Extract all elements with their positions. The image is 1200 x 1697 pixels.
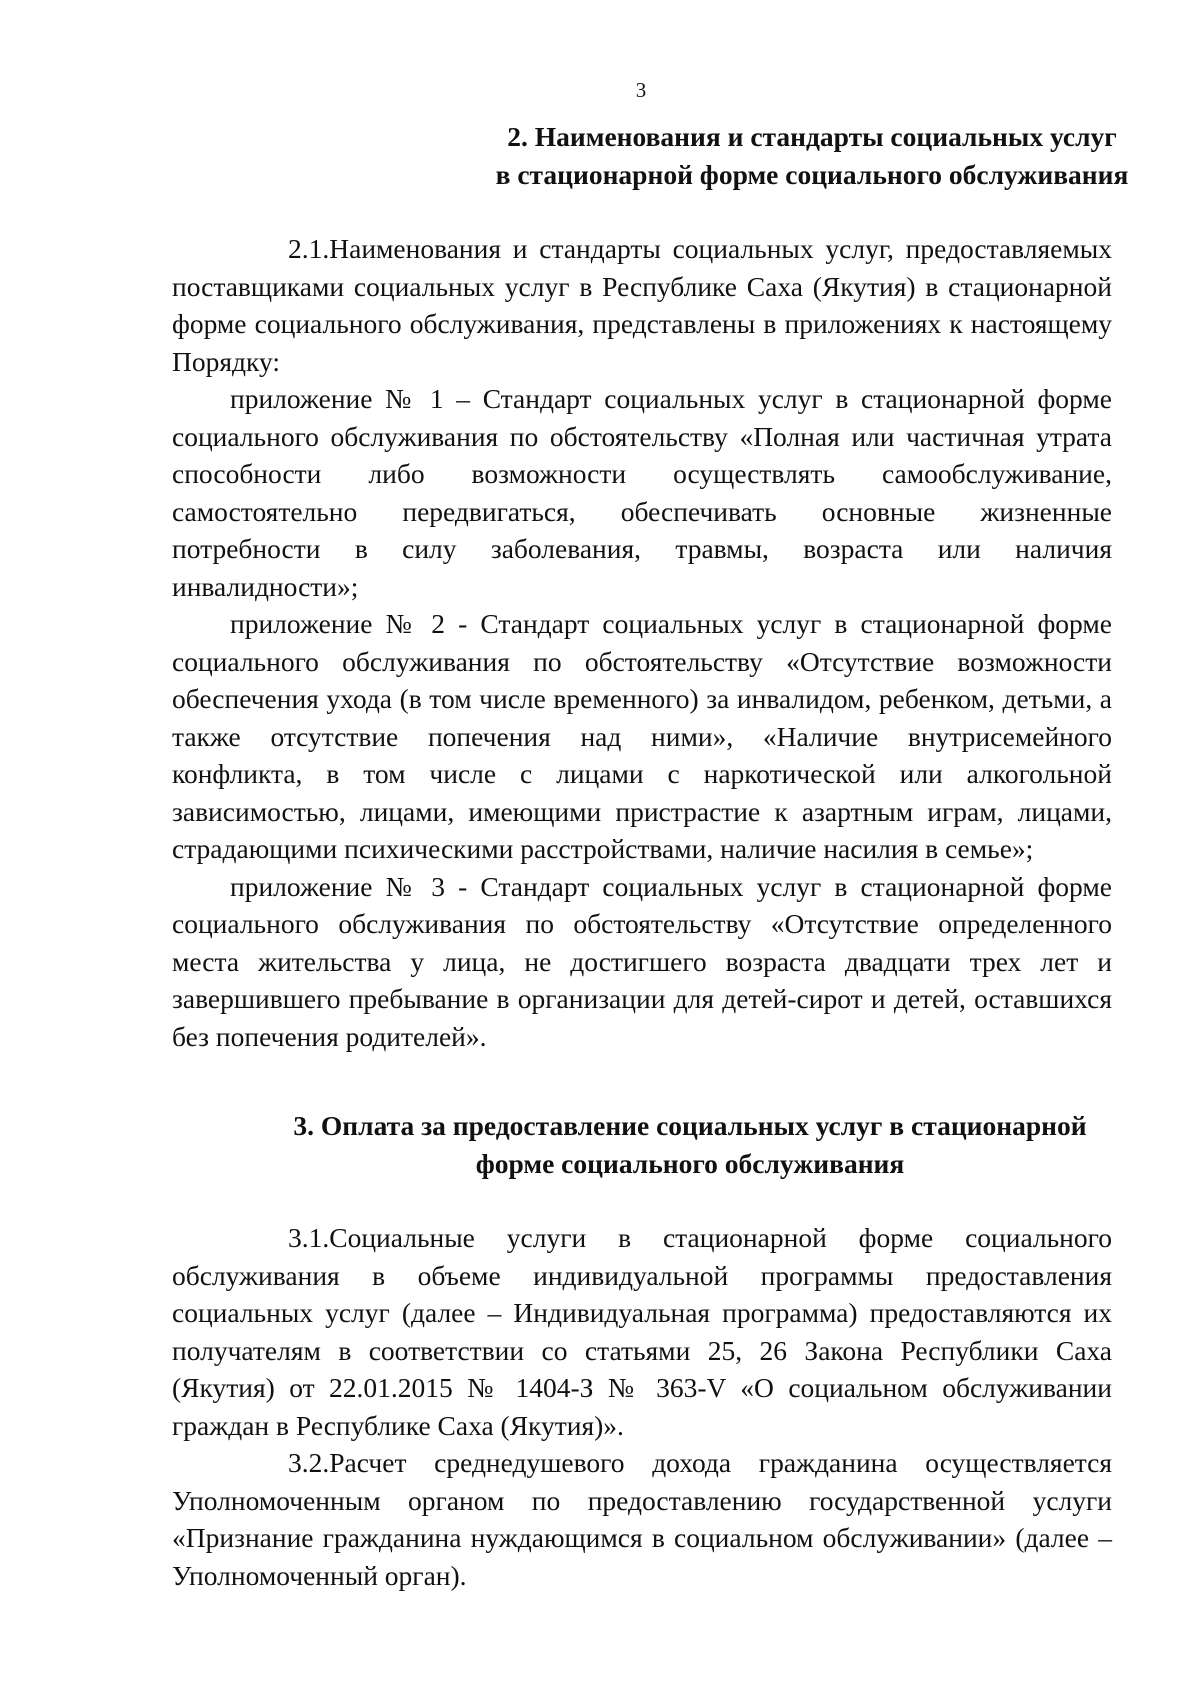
paragraph-3-1-text: Социальные услуги в стационарной форме социального обслуживания в объеме индивидуальной программы предоставления социальных услуг (далее – Индивидуальная программа) предоставляются их получателям в соответствии со статьями 25, 26 Закона Республики Саха (Якутия) от 22.01.2015 № 1404-З № 363-V «О социальном обслуживании граждан в Республике Саха (Якутия)». (172, 1222, 1112, 1441)
paragraph-3-2-text: Расчет среднедушевого дохода гражданина осуществляется Уполномоченным органом по предоставлению государственной услуги «Признание гражданина нуждающимся в социальном обслуживании» (далее – Уполномоченный орган). (172, 1447, 1112, 1591)
section-3-heading (220, 1107, 1160, 1182)
paragraph-3-2-number: 3.2. (288, 1447, 330, 1478)
section-3-heading-line-1: 3. Оплата за предоставление социальных услуг в стационарной (293, 1110, 1087, 1141)
section-2-heading-line-1: 2. Наименования и стандарты социальных услуг (507, 121, 1117, 152)
paragraph-2-1-text: Наименования и стандарты социальных услуг, предоставляемых поставщиками социальных услуг в Республике Саха (Якутия) в стационарной форме социального обслуживания, представлены в приложениях к настоящему Порядку: (172, 233, 1112, 377)
paragraph-2-1 (172, 230, 1112, 380)
section-3-heading-line-2: форме социального обслуживания (475, 1147, 905, 1179)
paragraph-3-1-number: 3.1. (288, 1222, 330, 1253)
appendix-2-paragraph: приложение № 2 - Стандарт социальных услуг в стационарной форме социального обслуживания по обстоятельству «Отсутствие возможности обеспечения ухода (в том числе временного) за инвалидом, ребенком, детьми, а также отсутствие попечения над ними», «Наличие внутрисемейного конфликта, в том числе с лицами с наркотической или алкогольной зависимостью, лицами, имеющими пристрастие к азартным играм, лицами, страдающими психическими расстройствами, наличие насилия в семье»; (172, 608, 1112, 864)
section-2-heading (332, 118, 1200, 193)
paragraph-2-1-number: 2.1. (288, 233, 330, 264)
appendix-3-paragraph: приложение № 3 - Стандарт социальных услуг в стационарной форме социального обслуживания по обстоятельству «Отсутствие определенного места жительства у лица, не достигшего возраста двадцати трех лет и завершившего пребывание в организации для детей-сирот и детей, оставшихся без попечения родителей». (172, 870, 1112, 1052)
page-number: 3 (635, 78, 647, 102)
paragraph-3-2 (172, 1444, 1112, 1594)
paragraph-3-1 (172, 1219, 1112, 1444)
appendix-1-paragraph: приложение № 1 – Стандарт социальных услуг в стационарной форме социального обслуживания по обстоятельству «Полная или частичная утрата способности либо возможности осуществлять самообслуживание, самостоятельно передвигаться, обеспечивать основные жизненные потребности в силу заболевания, травмы, возраста или наличия инвалидности»; (172, 383, 1112, 602)
document-body (172, 118, 1129, 1594)
section-2-heading-line-2: в стационарной форме социального обслуживания (495, 158, 1129, 190)
